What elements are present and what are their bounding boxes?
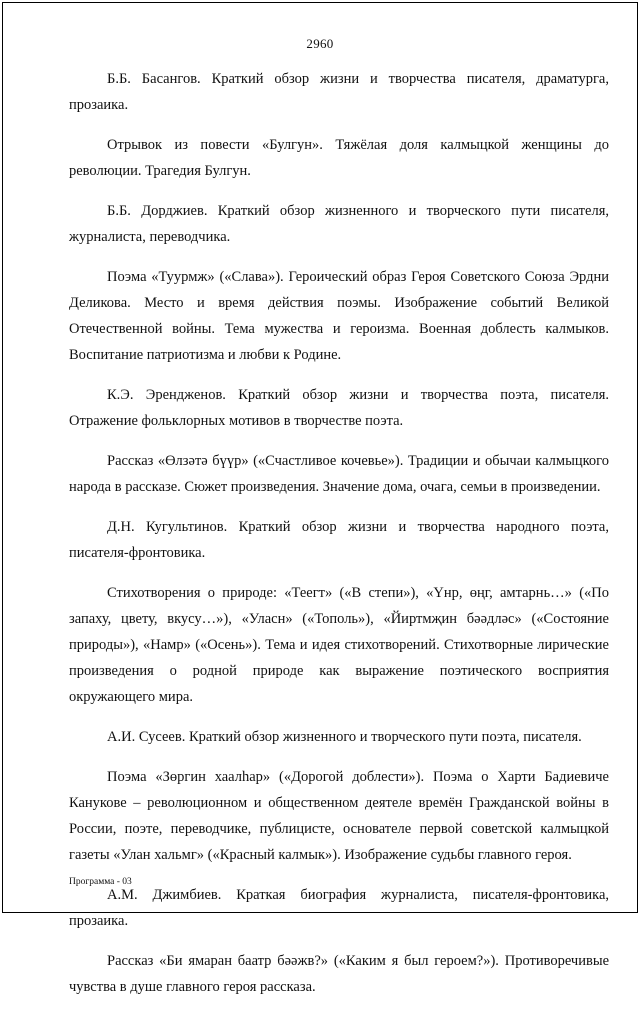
paragraph: А.И. Сусеев. Краткий обзор жизненного и творческого пути поэта, писателя. (107, 729, 582, 745)
paragraph: К.Э. Эрендженов. Краткий обзор жизни и творчества поэта, писателя. Отражение фольклорных мотивов в творчестве поэта. (69, 387, 609, 429)
paragraph: Поэма «Туурмж» («Слава»). Героический образ Героя Советского Союза Эрдни Деликова. Место и время действия поэмы. Изображение событий Великой Отечественной войны. Тема мужества и героизма. Военная доблесть калмыков. Воспитание патриотизма и любви к Родине. (69, 269, 609, 363)
paragraph: Рассказ «Өлзәтә бүүр» («Счастливое кочевье»). Традиции и обычаи калмыцкого народа в рассказе. Сюжет произведения. Значение дома, очага, семьи в произведении. (69, 453, 609, 495)
paragraph: Поэма «Зөргин хаалһар» («Дорогой доблести»). Поэма о Харти Бадиевиче Канукове – революционном и общественном деятеле времён Гражданской войны в России, поэте, переводчике, публицисте, основателе первой советской калмыцкой газеты «Улан хальмг» («Красный калмык»). Изображение судьбы главного героя. (69, 769, 609, 863)
paragraph: Отрывок из повести «Булгун». Тяжёлая доля калмыцкой женщины до революции. Трагедия Булгун. (69, 137, 609, 179)
document-body (69, 66, 609, 1014)
paragraph: Б.Б. Дорджиев. Краткий обзор жизненного и творческого пути писателя, журналиста, переводчика. (69, 203, 609, 245)
paragraph: Д.Н. Кугультинов. Краткий обзор жизни и творчества народного поэта, писателя-фронтовика. (69, 519, 609, 561)
paragraph: Стихотворения о природе: «Теегт» («В степи»), «Үнр, өңг, амтарнь…» («По запаху, цвету, вкусу…»), «Уласн» («Тополь»), «Йиртмҗин бәәдләс» («Состояние природы»), «Намр» («Осень»). Тема и идея стихотворений. Стихотворные лирические произведения о родной природе как выражение поэтического восприятия окружающего мира. (69, 585, 609, 705)
paragraph: Б.Б. Басангов. Краткий обзор жизни и творчества писателя, драматурга, прозаика. (69, 71, 609, 113)
paragraph: Рассказ «Би ямаран баатр бәәжв?» («Каким я был героем?»). Противоречивые чувства в душе главного героя рассказа. (69, 953, 609, 995)
paragraph: А.М. Джимбиев. Краткая биография журналиста, писателя-фронтовика, прозаика. (69, 887, 609, 929)
page-number: 2960 (306, 36, 334, 51)
footer-label: Программа - 03 (69, 877, 132, 887)
